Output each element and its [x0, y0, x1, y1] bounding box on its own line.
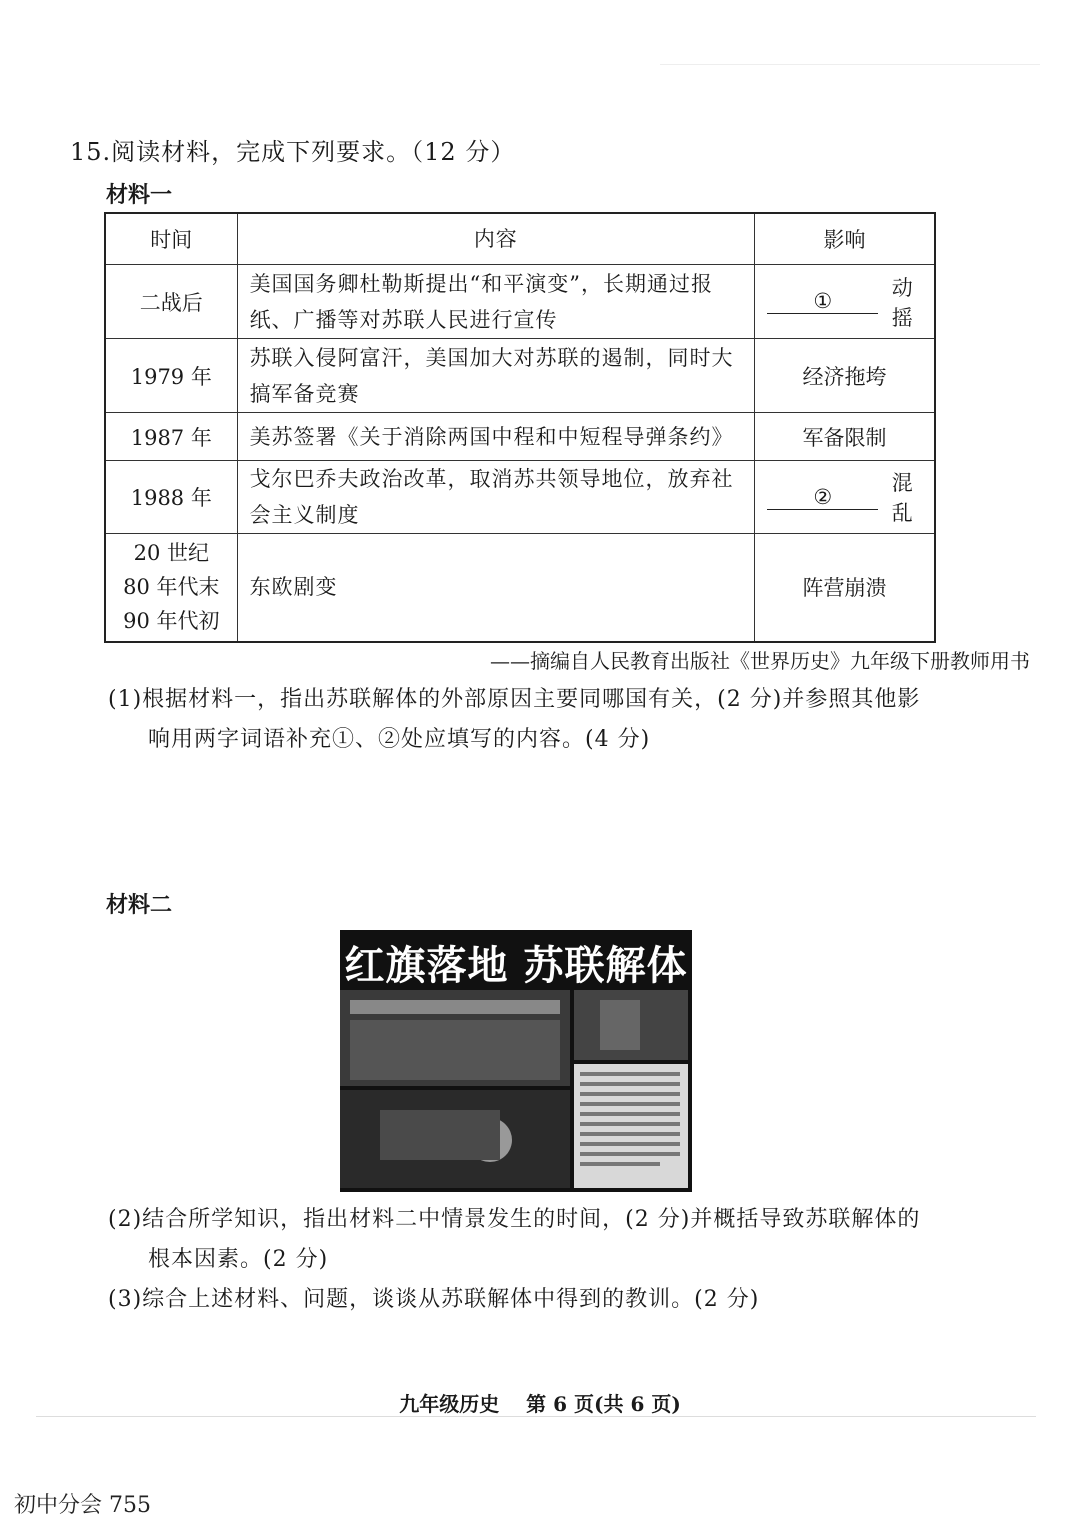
row-time: 二战后	[105, 265, 237, 339]
row-effect-text: 经济拖垮	[755, 339, 935, 413]
question-title: 15.阅读材料，完成下列要求。（12 分）	[70, 138, 516, 166]
row-content: 戈尔巴乔夫政治改革，取消苏共领导地位，放弃社会主义制度	[237, 461, 755, 534]
header-content: 内容	[237, 213, 755, 265]
newspaper-headline: 红旗落地 苏联解体	[344, 943, 688, 989]
row-effect-text: 混乱	[891, 471, 913, 525]
footer-subject: 九年级历史	[399, 1392, 500, 1416]
table-row	[105, 265, 935, 339]
table-row	[105, 461, 935, 534]
question-1-line: 响用两字词语补充①、②处应填写的内容。(4 分)	[148, 727, 651, 752]
answer-blank-2: ②	[767, 485, 878, 510]
top-divider	[660, 64, 1040, 65]
question-1-line: (1)根据材料一，指出苏联解体的外部原因主要同哪国有关，(2 分)并参照其他影	[108, 687, 921, 712]
row-content: 苏联入侵阿富汗，美国加大对苏联的遏制，同时大搞军备竞赛	[237, 339, 755, 413]
row-content: 东欧剧变	[237, 534, 755, 642]
material-two-label: 材料二	[106, 893, 173, 918]
bottom-divider	[36, 1416, 1036, 1417]
question-3	[108, 1280, 938, 1320]
row-time: 1988 年	[105, 461, 237, 534]
material-one-table	[104, 212, 936, 643]
row-time-line: 80 年代末	[123, 575, 220, 600]
question-2-line: 根本因素。(2 分)	[148, 1247, 329, 1272]
row-time: 1987 年	[105, 413, 237, 461]
header-time: 时间	[105, 213, 237, 265]
row-effect-text: 动摇	[891, 275, 913, 330]
question-3-line: (3)综合上述材料、问题，谈谈从苏联解体中得到的教训。(2 分)	[108, 1287, 760, 1312]
header-effect: 影响	[755, 213, 935, 265]
material-source: ——摘编自人民教育出版社《世界历史》九年级下册教师用书	[490, 649, 1030, 673]
table-header-row	[105, 213, 935, 265]
row-content: 美国国务卿杜勒斯提出“和平演变”，长期通过报纸、广播等对苏联人民进行宣传	[237, 265, 755, 339]
row-effect-text: 阵营崩溃	[755, 534, 935, 642]
row-time	[105, 534, 237, 642]
row-time-line: 20 世纪	[133, 541, 209, 566]
question-2	[108, 1200, 938, 1280]
newspaper-image	[340, 930, 692, 1192]
table-row	[105, 534, 935, 642]
row-effect-text: 军备限制	[755, 413, 935, 461]
watermark-text: 初中分会 755	[14, 1493, 151, 1518]
row-time: 1979 年	[105, 339, 237, 413]
footer-page: 第 6 页(共 6 页)	[526, 1392, 681, 1416]
table-row	[105, 413, 935, 461]
row-content: 美苏签署《关于消除两国中程和中短程导弹条约》	[237, 413, 755, 461]
question-1	[108, 680, 938, 760]
question-2-line: (2)结合所学知识，指出材料二中情景发生的时间，(2 分)并概括导致苏联解体的	[108, 1207, 921, 1232]
table-row	[105, 339, 935, 413]
answer-blank-1: ①	[767, 289, 878, 314]
material-one-label: 材料一	[106, 183, 173, 208]
row-effect	[755, 265, 935, 339]
row-time-line: 90 年代初	[123, 609, 220, 634]
row-effect	[755, 461, 935, 534]
newspaper-photo	[340, 930, 692, 1192]
page-footer	[0, 1388, 1080, 1417]
